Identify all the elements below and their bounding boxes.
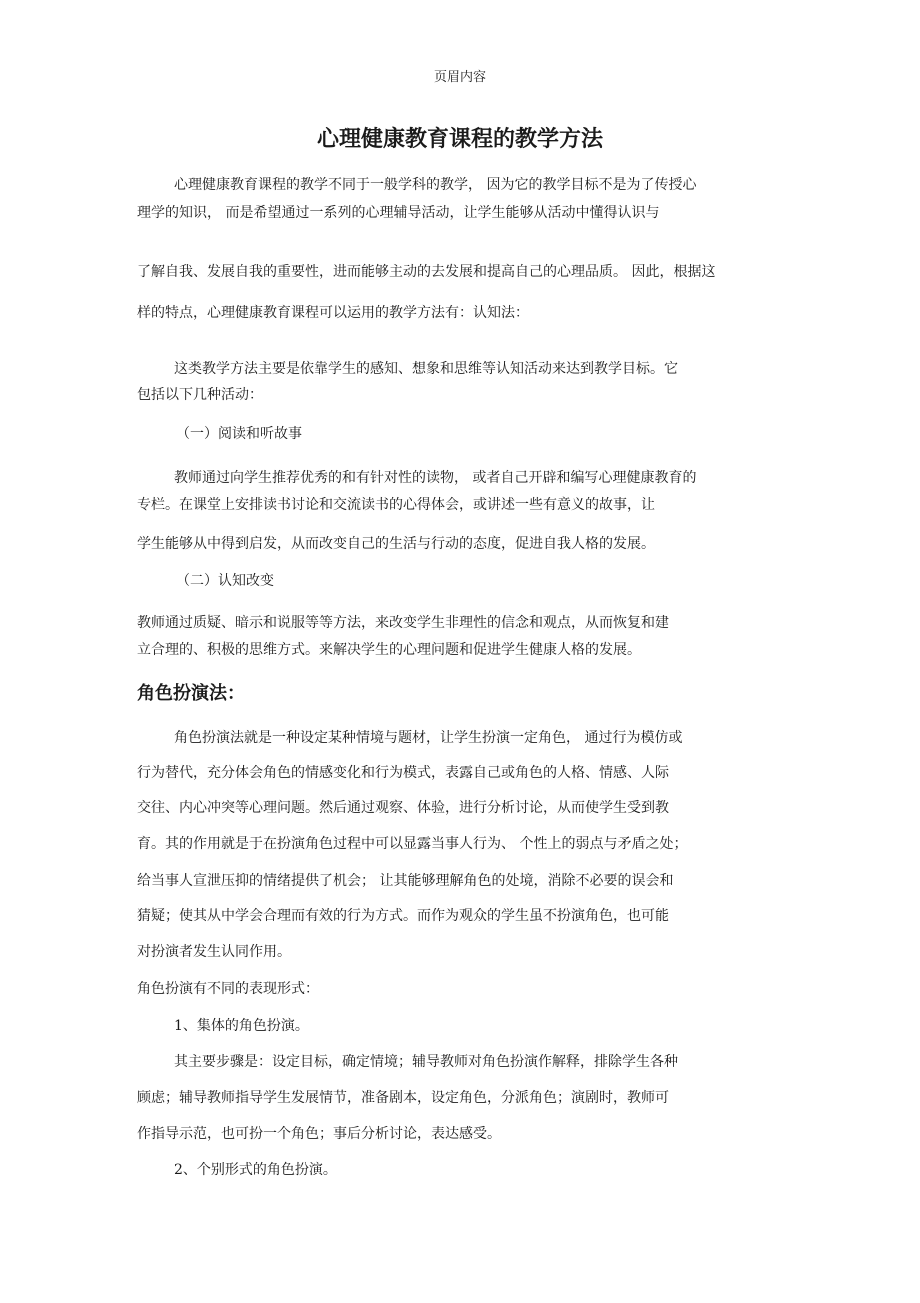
paragraph-line: 交往、内心冲突等心理问题。然后通过观察、体验，进行分析讨论，从而使学生受到教 bbox=[137, 800, 669, 816]
paragraph-line: 作指导示范，也可扮一个角色；事后分析讨论，表达感受。 bbox=[137, 1126, 501, 1142]
paragraph-line: 了解自我、发展自我的重要性，进而能够主动的去发展和提高自己的心理品质。 因此，根据这 bbox=[137, 264, 716, 280]
paragraph-line: 给当事人宣泄压抑的情绪提供了机会； 让其能够理解角色的处境，消除不必要的误会和 bbox=[137, 873, 674, 889]
paragraph-line: 教师通过质疑、暗示和说服等等方法，来改变学生非理性的信念和观点，从而恢复和建 bbox=[137, 615, 669, 631]
paragraph-line: 对扮演者发生认同作用。 bbox=[137, 944, 291, 960]
document-title: 心理健康教育课程的教学方法 bbox=[316, 126, 603, 152]
paragraph-line: 心理健康教育课程的教学不同于一般学科的教学， 因为它的教学目标不是为了传授心 bbox=[174, 177, 697, 193]
subheading: （一）阅读和听故事 bbox=[176, 426, 302, 442]
paragraph-line: 理学的知识， 而是希望通过一系列的心理辅导活动，让学生能够从活动中懂得认识与 bbox=[137, 205, 660, 221]
list-item: 1、集体的角色扮演。 bbox=[174, 1018, 309, 1034]
paragraph-line: 学生能够从中得到启发，从而改变自己的生活与行动的态度，促进自我人格的发展。 bbox=[137, 536, 655, 552]
list-item: 2、个别形式的角色扮演。 bbox=[174, 1162, 337, 1178]
paragraph-line: 猜疑；使其从中学会合理而有效的行为方式。而作为观众的学生虽不扮演角色，也可能 bbox=[137, 908, 669, 924]
paragraph-line: 育。其的作用就是于在扮演角色过程中可以显露当事人行为、 个性上的弱点与矛盾之处； bbox=[137, 836, 688, 852]
paragraph-line: 角色扮演法就是一种设定某种情境与题材，让学生扮演一定角色， 通过行为模仿或 bbox=[174, 730, 683, 746]
paragraph-line: 其主要步骤是：设定目标，确定情境；辅导教师对角色扮演作解释，排除学生各种 bbox=[174, 1054, 678, 1070]
paragraph-line: 专栏。在课堂上安排读书讨论和交流读书的心得体会，或讲述一些有意义的故事，让 bbox=[137, 497, 655, 513]
paragraph-line: 立合理的、积极的思维方式。来解决学生的心理问题和促进学生健康人格的发展。 bbox=[137, 642, 641, 658]
paragraph-line: 这类教学方法主要是依靠学生的感知、想象和思维等认知活动来达到教学目标。它 bbox=[174, 361, 678, 377]
paragraph-line: 样的特点，心理健康教育课程可以运用的教学方法有：认知法： bbox=[137, 305, 529, 321]
paragraph-line: 角色扮演有不同的表现形式： bbox=[137, 981, 319, 997]
section-heading: 角色扮演法： bbox=[137, 683, 245, 704]
paragraph-line: 教师通过向学生推荐优秀的和有针对性的读物， 或者自己开辟和编写心理健康教育的 bbox=[174, 470, 697, 486]
paragraph-line: 行为替代，充分体会角色的情感变化和行为模式，表露自己或角色的人格、情感、人际 bbox=[137, 765, 669, 781]
subheading: （二）认知改变 bbox=[176, 573, 274, 589]
page-header: 页眉内容 bbox=[433, 70, 486, 85]
paragraph-line: 包括以下几种活动： bbox=[137, 387, 263, 403]
paragraph-line: 顾虑；辅导教师指导学生发展情节，准备剧本，设定角色，分派角色；演剧时，教师可 bbox=[137, 1090, 669, 1106]
